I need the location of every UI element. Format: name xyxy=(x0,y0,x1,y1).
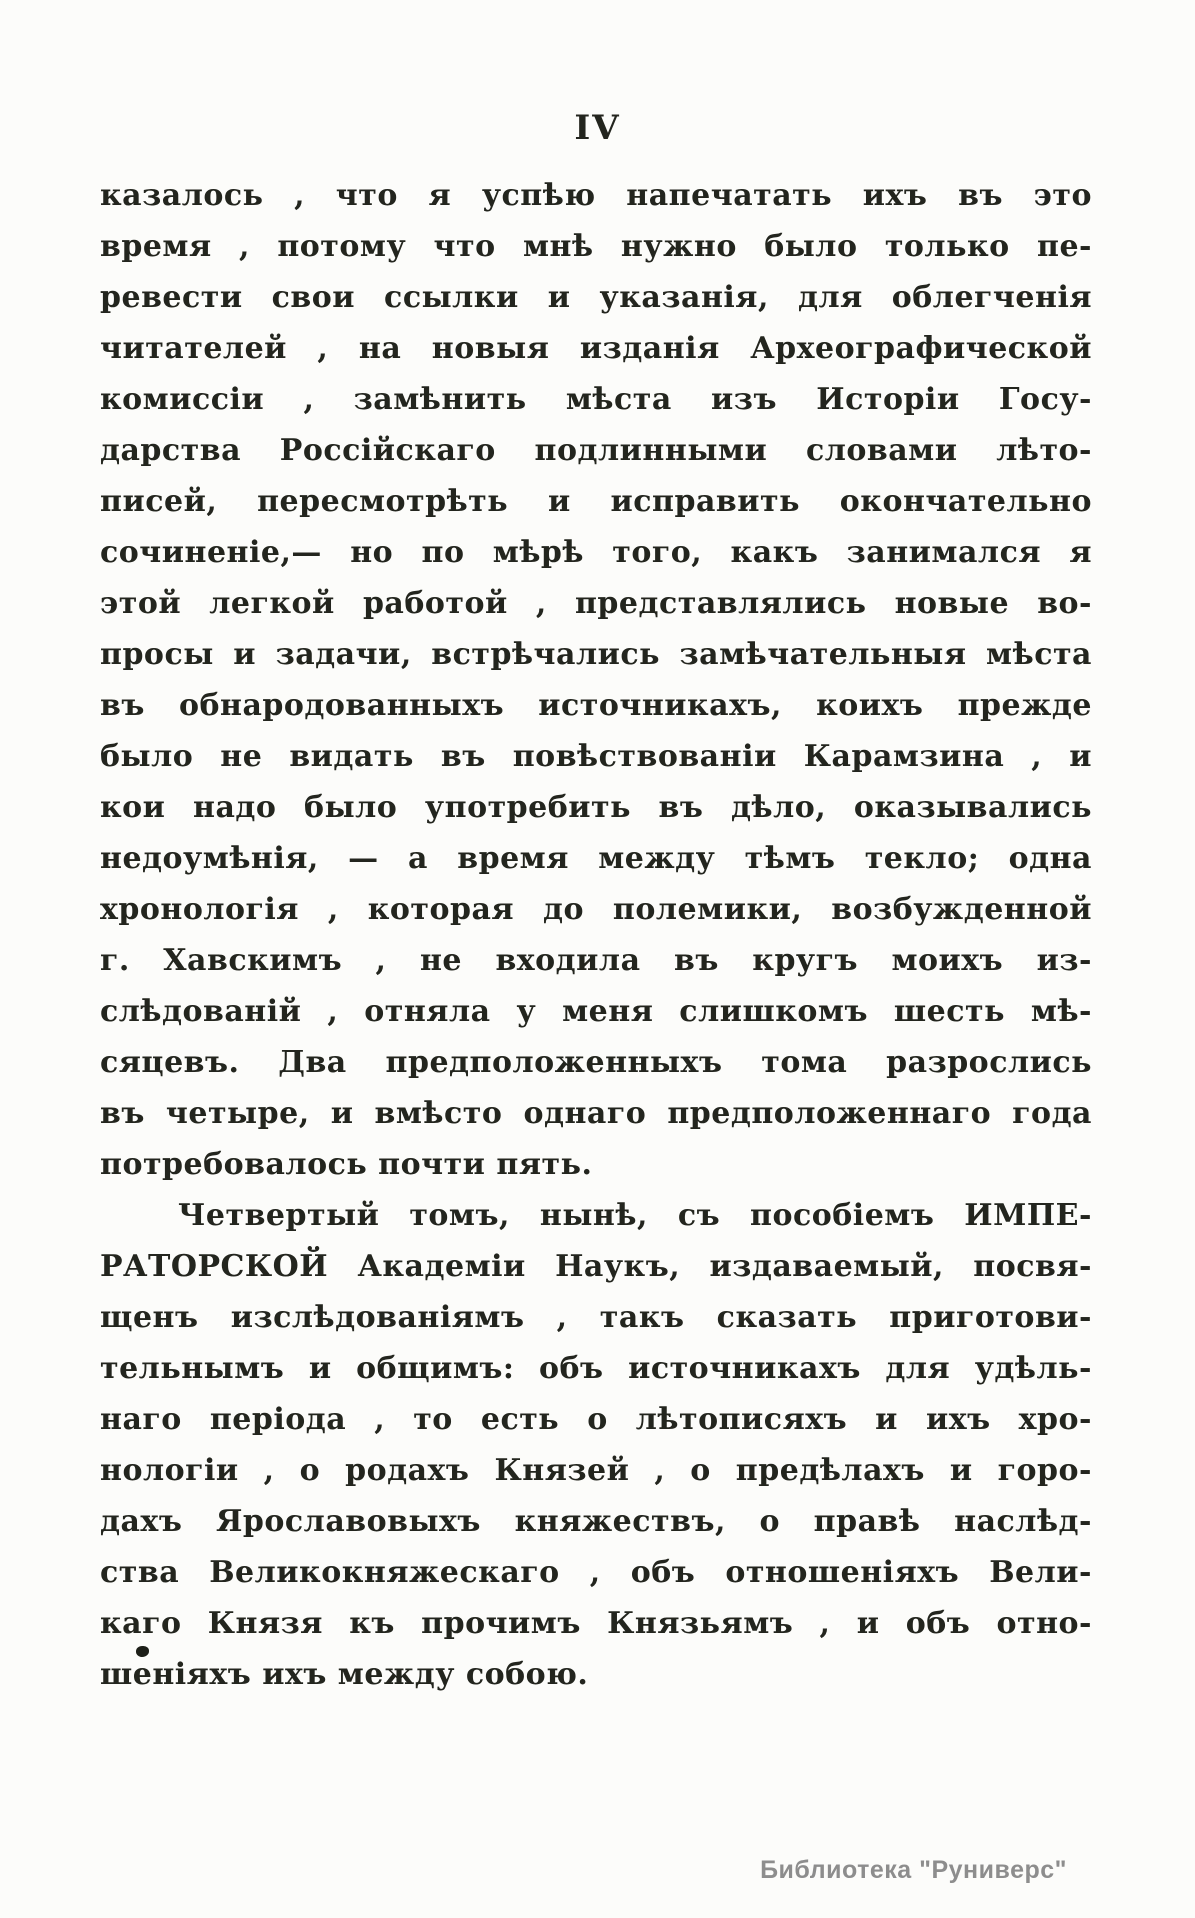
text-line: время , потому что мнѣ нужно было только пе- xyxy=(100,229,1092,264)
text-line: каго Князя къ прочимъ Князьямъ , и объ отно- xyxy=(100,1606,1092,1641)
text-line: тельнымъ и общимъ: объ источникахъ для удѣль- xyxy=(100,1351,1092,1386)
text-line: дарства Россійскаго подлинными словами лѣто- xyxy=(100,433,1092,468)
text-line: комиссіи , замѣнить мѣста изъ Исторіи Госу- xyxy=(100,382,1092,417)
text-line: читателей , на новыя изданія Археографической xyxy=(100,331,1092,366)
text-line: въ четыре, и вмѣсто однаго предположеннаго года xyxy=(100,1096,1092,1131)
text-line: РАТОРСКОЙ Академіи Наукъ, издаваемый, посвя- xyxy=(100,1249,1092,1284)
text-line: дахъ Ярославовыхъ княжествъ, о правѣ наслѣд- xyxy=(100,1504,1092,1539)
paragraph xyxy=(100,1190,1092,1700)
text-line: недоумѣнія, — а время между тѣмъ текло; одна xyxy=(100,841,1092,876)
text-line: въ обнародованныхъ источникахъ, коихъ прежде xyxy=(100,688,1092,723)
text-line: наго періода , то есть о лѣтописяхъ и ихъ хро- xyxy=(100,1402,1092,1437)
text-line: потребовалось почти пять. xyxy=(100,1147,593,1182)
text-line: писей, пересмотрѣть и исправить окончательно xyxy=(100,484,1092,519)
library-watermark: Библиотека "Руниверс" xyxy=(760,1856,1067,1884)
text-line: Четвертый томъ, нынѣ, съ пособіемъ ИМПЕ- xyxy=(178,1198,1092,1233)
text-line: шеніяхъ ихъ между собою. xyxy=(100,1657,589,1692)
page-number: IV xyxy=(574,108,621,148)
text-line: ревести свои ссылки и указанія, для облегченія xyxy=(100,280,1092,315)
text-line: было не видать въ повѣствованіи Карамзина , и xyxy=(100,739,1092,774)
text-line: кои надо было употребить въ дѣло, оказывались xyxy=(100,790,1092,825)
text-line: сяцевъ. Два предположенныхъ тома разрослись xyxy=(100,1045,1092,1080)
text-line: щенъ изслѣдованіямъ , такъ сказать приготови- xyxy=(100,1300,1092,1335)
text-line: ства Великокняжескаго , объ отношеніяхъ Вели- xyxy=(100,1555,1092,1590)
text-line: казалось , что я успѣю напечатать ихъ въ это xyxy=(100,178,1092,213)
text-line: слѣдованій , отняла у меня слишкомъ шесть мѣ- xyxy=(100,994,1092,1029)
text-line: хронологія , которая до полемики, возбужденной xyxy=(100,892,1092,927)
text-line: сочиненіе,— но по мѣрѣ того, какъ занимался я xyxy=(100,535,1092,570)
text-line: нологіи , о родахъ Князей , о предѣлахъ и горо- xyxy=(100,1453,1092,1488)
text-block xyxy=(100,170,1092,1700)
text-line: просы и задачи, встрѣчались замѣчательныя мѣста xyxy=(100,637,1092,672)
text-line: этой легкой работой , представлялись новые во- xyxy=(100,586,1092,621)
text-line: г. Хавскимъ , не входила въ кругъ моихъ из- xyxy=(100,943,1092,978)
paragraph xyxy=(100,170,1092,1190)
